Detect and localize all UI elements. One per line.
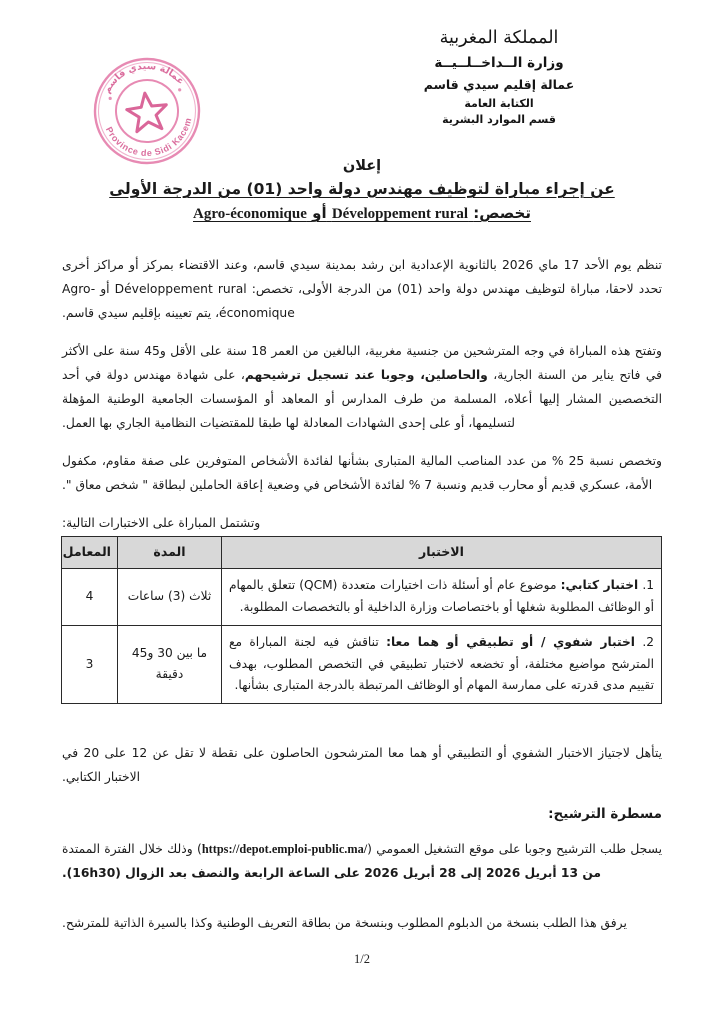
- attachments-block: [62, 912, 662, 950]
- cell-test-1: [222, 568, 662, 625]
- title-spec-prefix: تخصص:: [473, 204, 531, 222]
- table-row: [62, 568, 662, 625]
- row-number-1: 1.: [642, 577, 655, 592]
- eligibility-part-b: ، على شهادة مهندس دولة في أحد التخصصين المشار إليها أعلاه، المسلمة من طرف المدارس أو المعاهد أو المؤسسات الجامعية الوطنية المؤهلة لتسليمها، أو على إحدى الشهادات المعادلة لها طبقا للمقتضيات النظامية الجاري بها العمل.: [62, 367, 662, 430]
- registration-url[interactable]: https://depot.emploi-public.ma/: [201, 842, 368, 856]
- title-line-2: [0, 204, 724, 223]
- procedure-block: [62, 838, 662, 900]
- qualification-note: [62, 742, 662, 804]
- cell-test-2: [222, 625, 662, 704]
- procedure-heading: مسطرة الترشيح:: [548, 806, 662, 822]
- paragraph-organization: تنظم يوم الأحد 17 ماي 2026 بالثانوية الإعدادية ابن رشد بمدينة سيدي قاسم، وعند الاقتضاء بمركز أو مراكز أخرى تحدد لاحقا، مباراة لتوظيف مهندس دولة واحد (01) من الدرجة الأولى، تخصص: Développement rural أو Agro-économique، يتم تعيينه بإقليم سيدي قاسم.: [62, 258, 662, 320]
- paragraph-attachments: يرفق هذا الطلب بنسخة من الدبلوم المطلوب وبنسخة من بطاقة التعريف الوطنية وكذا بالسيرة الذاتية للمترشح.: [62, 916, 627, 930]
- secretariat-title: الكتابة العامة: [464, 96, 534, 110]
- paragraph-eligibility: [62, 340, 662, 436]
- eligibility-bold: والحاصلين، وجوبا عند تسجيل ترشيحهم: [244, 367, 488, 382]
- exams-table: [61, 536, 662, 704]
- row-title-1: اختبار كتابي:: [560, 577, 639, 592]
- cell-coefficient-2: 3: [62, 625, 118, 704]
- row-number-2: 2.: [642, 634, 655, 649]
- registration-text-a: يسجل طلب الترشيح وجوبا على موقع التشغيل العمومي (: [367, 842, 662, 856]
- row-body-2: تناقش فيه لجنة المباراة مع المترشح مواضيع مختلفة، أو تخضعه لاختبار تطبيقي في التخصص المطلوب، بهدف تقييم مدى قدرته على ممارسة المهام أو الوظائف المرتبطة بالدرجة المتبارى بشأنها.: [229, 634, 654, 693]
- page-number: 1/2: [354, 952, 370, 966]
- title-spec-conj: أو: [312, 204, 327, 222]
- table-header-row: [62, 537, 662, 569]
- col-header-coefficient: المعامل: [62, 537, 118, 569]
- svg-text:عمالة سيدي قاسم: عمالة سيدي قاسم: [101, 60, 187, 96]
- announcement-title: [0, 158, 724, 223]
- registration-text-b: ) وذلك خلال الفترة الممتدة: [62, 842, 202, 856]
- col-header-duration: المدة: [118, 537, 222, 569]
- title-spec-1: Développement rural: [331, 206, 469, 222]
- title-spec-2: Agro-économique: [193, 206, 307, 222]
- table-row: [62, 625, 662, 704]
- province-title: عمالة إقليم سيدي قاسم: [423, 77, 575, 92]
- cell-duration-2: ما بين 30 و45 دقيقة: [118, 625, 222, 704]
- registration-dates: من 13 أبريل 2026 إلى 28 أبريل 2026 على الساعة الرابعة والنصف بعد الزوال (16h30).: [62, 865, 602, 880]
- body-text: [62, 254, 662, 550]
- svg-text:Province de Sidi Kacem: Province de Sidi Kacem: [103, 116, 194, 159]
- letterhead: [334, 26, 664, 128]
- paragraph-tests-intro: وتشتمل المباراة على الاختبارات التالية:: [62, 515, 261, 530]
- title-word: إعلان: [342, 158, 382, 174]
- paragraph-quotas: وتخصص نسبة 25 % من عدد المناصب المالية المتبارى بشأنها لفائدة الأشخاص المتوفرين على صفة مقاوم، مكفول الأمة، عسكري قديم أو محارب قديم ونسبة 7 % لفائدة الأشخاص في وضعية إعاقة الحاملين لبطاقة " شخص معاق ".: [62, 453, 662, 492]
- title-line-1: عن إجراء مباراة لتوظيف مهندس دولة واحد (01) من الدرجة الأولى: [109, 180, 615, 198]
- cell-coefficient-1: 4: [62, 568, 118, 625]
- eligibility-part-a: وتفتح هذه المباراة في وجه المترشحين من جنسية مغربية، البالغين من العمر 18 سنة على الأقل و45 سنة على الأكثر في فاتح يناير من السنة الجارية،: [62, 343, 662, 382]
- paragraph-registration: [62, 838, 662, 886]
- paragraph-qualification: يتأهل لاجتياز الاختبار الشفوي أو التطبيقي أو هما معا المترشحون الحاصلون على نقطة لا تقل عن 12 على 20 في الاختبار الكتابي.: [62, 746, 662, 784]
- exams-table-wrapper: [62, 536, 662, 704]
- ministry-title: وزارة الــداخــلــيــة: [434, 54, 564, 71]
- col-header-test: الاختبار: [222, 537, 662, 569]
- division-title: قسم الموارد البشرية: [442, 113, 556, 127]
- row-title-2: اختبار شفوي / أو تطبيقي أو هما معا:: [386, 634, 635, 649]
- kingdom-title: المملكة المغربية: [439, 28, 559, 48]
- cell-duration-1: ثلاث (3) ساعات: [118, 568, 222, 625]
- row-body-1: موضوع عام أو أسئلة ذات اختيارات متعددة (QCM) تتعلق بالمهام أو الوظائف المطلوبة شغلها أو باختصاصات وزارة الداخلية أو بالتخصصات المطلوبة.: [229, 577, 654, 614]
